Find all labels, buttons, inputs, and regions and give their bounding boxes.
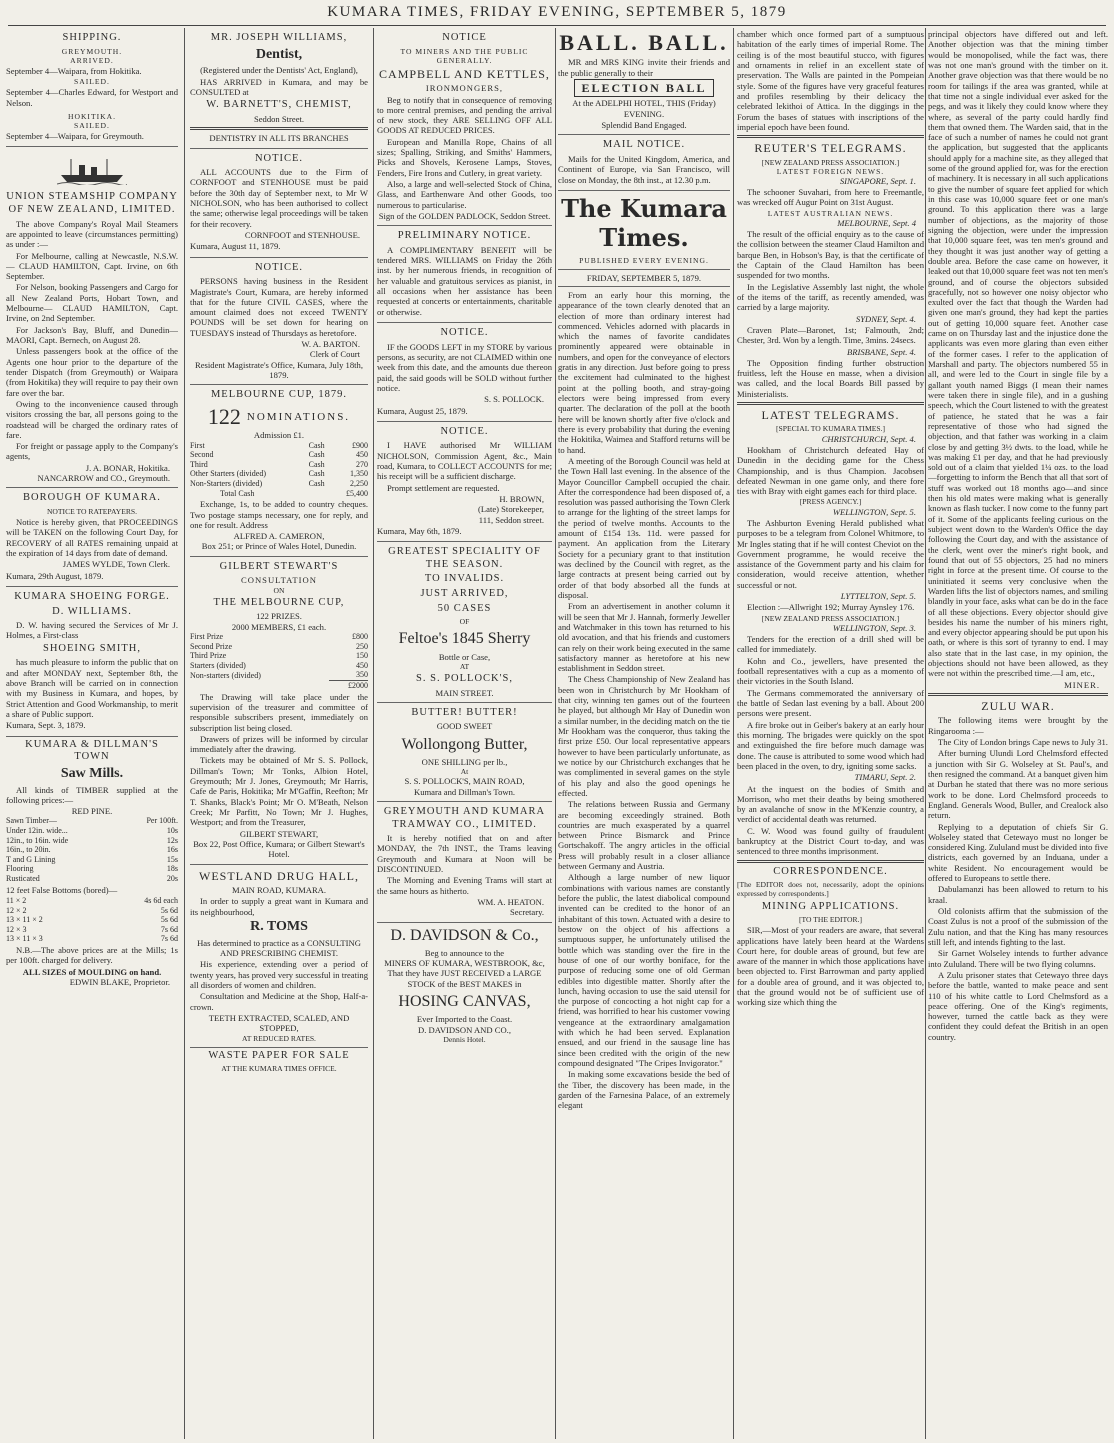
article-paragraph: From an early hour this morning, the appearance of the town clearly denoted that an election of more than ordinary interest had commenced. Vehicles adorned with placards in which the names of favorite candidates prominently appeared were obtainable in numbers, and open for the conveyance of electors gratis in any direction. Just before going to press the excitement had culminated to the highest point at the polling booth, and stray-going electors were being impressed from every quarter. The declaration of the poll at the booth here will be known shortly after five o'clock and there is every probability that during the evening the Hokitika, Waimea and Stafford returns will be to hand.: [558, 289, 730, 455]
ad-body: In order to supply a great want in Kumara and its neighbourhood,: [190, 896, 368, 917]
masthead-rule: [8, 25, 1106, 26]
section-subtitle: LATEST AUSTRALIAN NEWS.: [767, 208, 894, 218]
ad-subtitle: D. WILLIAMS.: [52, 605, 132, 617]
ad-tagline: DENTISTRY IN ALL ITS BRANCHES: [209, 133, 349, 144]
column-6: [928, 28, 1108, 1439]
shipping-line: September 4—Charles Edward, for Westport and Nelson.: [6, 87, 178, 108]
ad-signature: (Late) Storekeeper,: [478, 504, 544, 515]
divider: [737, 135, 924, 138]
ad-body: TEETH EXTRACTED, SCALED, AND STOPPED,: [208, 1012, 350, 1034]
article-paragraph: The Germans commemorated the anniversary of the battle of Sedan last evening by a ball. About 200 persons were present.: [737, 687, 924, 719]
ad-body: Beg to announce to the: [424, 947, 505, 958]
table-row: Starters (divided) 450: [190, 660, 368, 670]
ad-body: has much pleasure to inform the public that on and after MONDAY next, September 8th, the above Branch will be carried on in connection with my Business in Kumara, and hopes, by Strict Attention and Good Workmanship, to merit a share of Public support.: [6, 657, 178, 719]
table-row: Under 12in. wide... 10s: [6, 826, 178, 836]
ad-title: NOTICE.: [254, 261, 304, 273]
paper-nameplate: The Kumara Times.: [561, 193, 727, 252]
ad-body: For Melbourne, calling at Newcastle, N.S.W.— CLAUD HAMILTON, Capt. Irvine, on 6th September.: [6, 250, 178, 282]
borough-notice: [6, 488, 178, 587]
ad-title: MAIL NOTICE.: [602, 139, 686, 151]
ad-subtitle: THE MELBOURNE CUP,: [213, 596, 345, 608]
ad-signature: W. A. BARTON.: [301, 339, 360, 350]
divider: [190, 127, 368, 130]
article-paragraph: A Zulu prisoner states that Cetewayo three days before the battle, wanted to make peace and sent 110 of his white cattle to Lord Chelmsford as a peace offering. One of the King's regiments, however, turned the cattle back as they were confident they could defeat the British in an open country.: [928, 969, 1108, 1042]
ad-subtitle: 122 PRIZES.: [256, 611, 302, 622]
ad-body: Unless passengers book at the office of the Agents one hour prior to the departure of the tender Dispatch (from Greymouth) or Waipara (from Hokitika) they will require to pay their own fare over the bar.: [6, 346, 178, 398]
union-steamship-ad: [6, 147, 178, 488]
dateline: BRISBANE, Sept. 4.: [847, 346, 916, 357]
dateline: LYTTELTON, Sept. 5.: [840, 591, 916, 602]
table-row: Non-Starters (divided) Cash 2,250: [190, 479, 368, 489]
issue-date: FRIDAY, SEPTEMBER 5, 1879.: [586, 272, 702, 283]
ad-body: A COMPLIMENTARY BENEFIT will be tendered MRS. WILLIAMS on Friday the 26th inst. by her numerous friends, in recognition of her valuable and gratuitous services as pianist, in all occasions when her assistance has been requested at concerts or entertainments, charitable or otherwise.: [377, 244, 552, 317]
ad-body: D. W. having secured the Services of Mr J. Holmes, a First-class: [6, 620, 178, 641]
ad-body: The Drawing will take place under the supervision of the treasurer and committee of responsible subscribers present, immediately on subscription list being closed.: [190, 691, 368, 733]
article-paragraph: Although a large number of new liquor combinations with various names are constantly before the public, the latest diabolical compound invented can be credited to the honor of an inhabitant of this town. Actuated with a desire to bestow on the object of his affections a sumptuous supper, he unfortunately utilised the bottle which was standing over the fire in the house of one of our worthy boniface, for the purpose of reducing some one of old German edibles into digestible matter. Shortly after the lunch, having occasion to use the said utensil for the purpose of concocting a hot night cap for a friend, was horrified to hear his customer vowing vengeance at the extraordinary amalgamation with which he had been served. Explanation ensued, and our friend in the sausage line has since been credited with the origin of the new compound designated "The Cripes Invigorator.": [558, 872, 730, 1069]
ad-body: I HAVE authorised Mr WILLIAM NICHOLSON, Commission Agent, &c., Main road, Kumara, to COLLECT ACCOUNTS for me; his receipt will be a sufficient discharge.: [377, 440, 552, 482]
waste-paper-ad: [190, 1050, 368, 1074]
drug-hall-ad: [190, 865, 368, 1048]
ad-body: N.B.—The above prices are at the Mills; 1s per 100ft. charged for delivery.: [6, 944, 178, 966]
article-paragraph: C. W. Wood was found guilty of fraudulent bankruptcy at the District Court to-day, and was sentenced to three months imprisonment.: [737, 825, 924, 857]
ad-subtitle: RED PINE.: [71, 806, 113, 817]
ad-body: Exchange, 1s, to be added to country cheques. Two postage stamps necessary, one for reply, and one for result. Address: [190, 499, 368, 530]
ad-body: IF the GOODS LEFT in my STORE by various persons, as security, are not CLAIMED within one week from this date, and the amounts due thereon paid, the said goods will be SOLD without further notice.: [377, 341, 552, 393]
table-row: 16in., to 20in. 16s: [6, 845, 178, 855]
ball-ad: [558, 28, 730, 135]
melbourne-cup-ad: [190, 385, 368, 556]
divider: [558, 286, 730, 287]
ad-big-title: D. DAVIDSON & Co.,: [390, 926, 539, 944]
column-rule: [184, 28, 185, 1439]
article-paragraph: Craven Plate—Baronet, 1st; Falmouth, 2nd; Chester, 3rd. Won by a length. Time, 3mins. 24secs.: [737, 324, 924, 346]
ad-body: His experience, extending over a period of twenty years, has proved very successful in treating all disorders of women and children.: [190, 959, 368, 990]
ad-subtitle: W. BARNETT'S, CHEMIST,: [206, 99, 352, 111]
ad-subtitle: 2000 MEMBERS, £1 each.: [231, 621, 327, 632]
ad-signature: EDWIN BLAKE, Proprietor.: [69, 976, 170, 987]
article-paragraph: The following items were brought by the Ringarooma :—: [928, 715, 1108, 736]
ad-date: Kumara, 29th August, 1879.: [6, 570, 104, 581]
ad-signature: ALFRED A. CAMERON,: [233, 531, 325, 542]
ad-body: Prompt settlement are requested.: [387, 482, 500, 493]
port-heading: GREYMOUTH.: [61, 46, 123, 56]
ad-subtitle: ONE SHILLING per lb.,: [421, 756, 508, 767]
section-subtitle: LATEST FOREIGN NEWS.: [776, 166, 885, 176]
campbell-kettles-ad: [377, 28, 552, 226]
ad-title: NOTICE.: [440, 327, 489, 339]
bottoms-price-table: [6, 896, 178, 944]
ad-subtitle: Kumara and Dillman's Town.: [413, 786, 516, 797]
ad-title: WESTLAND DRUG HALL,: [199, 868, 359, 883]
table-row: Third Cash 270: [190, 459, 368, 469]
ad-address: Box 251; or Prince of Wales Hotel, Dunedin.: [201, 541, 357, 552]
ad-date: Kumara, May 6th, 1879.: [377, 525, 462, 536]
ad-subtitle: Admission £1.: [253, 430, 305, 441]
ad-big-title: Dentist,: [255, 46, 303, 62]
ad-body: Ever Imported to the Coast.: [416, 1014, 513, 1025]
column-3: [377, 28, 552, 1439]
divider: [928, 693, 1108, 696]
ad-big-title: Wollongong Butter,: [401, 735, 528, 753]
tramway-ad: [377, 802, 552, 923]
preliminary-notice: [377, 226, 552, 323]
ad-signature: D. DAVIDSON AND CO.,: [418, 1024, 511, 1035]
ad-title: GILBERT STEWART'S: [219, 560, 339, 572]
ad-signature: JAMES WYLDE, Town Clerk.: [62, 559, 170, 570]
table-row: Flooring 18s: [6, 864, 178, 874]
ad-body: It is hereby notified that on and after MONDAY, the 7th INST., the Trams leaving Greymouth and Kumara at Noon will be DISCONTINUED.: [377, 833, 552, 875]
shipping-title: SHIPPING.: [62, 32, 122, 43]
shipping-section: [6, 28, 178, 147]
table-row: Sawn Timber— Per 100ft.: [6, 816, 178, 826]
mail-notice: [558, 135, 730, 191]
cornfoot-notice: [190, 149, 368, 258]
ad-subtitle: AT: [459, 661, 470, 671]
ad-body: Consultation and Medicine at the Shop, Half-a-crown.: [190, 991, 368, 1012]
article-paragraph: The Chess Championship of New Zealand has been won in Christchurch by Mr Hookham of that city, winning ten games out of the fourteen he played, but although Mr Hay of Dunedin won a similar number, in the deciding match on the tie Mr Hookham was the conqueror, thus taking the first prize £50. Our local representative appears however to have been particularly unfortunate, as we notice by our Christchurch exchanges that he was complimented in several games on the style of his play and also the good openings he effected.: [558, 674, 730, 798]
butter-ad: [377, 703, 552, 802]
ad-title: WASTE PAPER FOR SALE: [208, 1049, 350, 1061]
shipping-line: September 4—Waipara, for Greymouth.: [6, 131, 144, 142]
timber-price-table: [6, 816, 178, 883]
ad-title: GREATEST SPECIALITY OF THE SEASON.: [388, 546, 541, 570]
ad-subtitle: NOTICE TO RATEPAYERS.: [46, 506, 138, 516]
port-heading: HOKITIKA.: [67, 111, 116, 121]
ad-subtitle: 50 CASES: [437, 602, 492, 614]
article-paragraph: Hookham of Christchurch defeated Hay of Dunedin in the deciding game for the Chess Championship, and is thus Champion. Jacobsen defeated Newman in one game only, and there fore ties with Bray with eight games each for third place.: [737, 444, 924, 497]
ad-big-title: BALL. BALL.: [559, 30, 729, 55]
election-ball-label: ELECTION BALL: [574, 79, 713, 97]
article-paragraph: In making some excavations beside the bed of the Tiber, the discovery has been made, in the garden of the Farnesina Palace, of an extremely elegant: [558, 1069, 730, 1111]
ad-title: KUMARA SHOEING FORGE.: [14, 590, 170, 602]
ad-signature: Sign of the GOLDEN PADLOCK, Seddon Street.: [378, 210, 551, 221]
ad-body: Owing to the inconvenience caused through visitors crossing the bar, all persons going to the roadstead will be charged the ordinary rates of fare.: [6, 398, 178, 440]
article-paragraph: The result of the official enquiry as to the cause of the collision between the steamer Claud Hamilton and barque Ben, in Hobson's Bay, is that the certificate of the Captain of the Claud Hamilton has been suspended for two months.: [737, 229, 924, 281]
ad-signature: NANCARROW and CO., Greymouth.: [37, 473, 170, 484]
shoeing-forge-ad: [6, 587, 178, 737]
section-source: [SPECIAL TO KUMARA TIMES.]: [776, 424, 885, 434]
ad-subtitle: CONSULTATION: [241, 575, 317, 586]
ad-subtitle: Seddon Street.: [253, 113, 305, 124]
ad-date: Kumara, August 25, 1879.: [377, 405, 468, 416]
column-1: [6, 28, 178, 1439]
ad-body: ALL ACCOUNTS due to the Firm of CORNFOOT and STENHOUSE must be paid before the 30th day of September next, to Mr W NICHOLSON, who has been authorised to collect the same; otherwise legal proceedings will be taken for their recovery.: [190, 167, 368, 229]
divider: [737, 402, 924, 405]
masthead: KUMARA TIMES, FRIDAY EVENING, SEPTEMBER 5, 1879: [327, 4, 787, 20]
ad-body: Beg to notify that in consequence of removing to more central premises, and pending the arrival of new stock, they ARE SELLING OFF ALL GOODS AT REDUCED PRICES.: [377, 94, 552, 136]
dentist-ad: [190, 28, 368, 149]
ad-big-title: Feltoe's 1845 Sherry: [398, 630, 531, 648]
ad-title: NOTICE.: [254, 152, 304, 164]
table-row: T and G Lining 15s: [6, 854, 178, 864]
sherry-ad: [377, 542, 552, 703]
dateline: SYDNEY, Sept. 4.: [855, 313, 916, 324]
ad-big-title: Saw Mills.: [60, 765, 124, 781]
ad-big-title: HOSING CANVAS,: [398, 993, 531, 1011]
dateline: CHRISTCHURCH, Sept. 4.: [821, 433, 916, 444]
ad-body: Has determined to practice as a CONSULTING AND PRESCRIBING CHEMIST.: [197, 937, 361, 959]
ad-title: CAMPBELL AND KETTLES,: [379, 66, 550, 81]
ad-subtitle: JUST ARRIVED,: [420, 588, 509, 600]
ad-signature: S. S. POLLOCK.: [484, 394, 544, 405]
ad-subtitle: TO INVALIDS.: [424, 573, 505, 585]
ad-body: MINERS OF KUMARA, WESTBROOK, &c,: [384, 958, 545, 969]
ad-title: PRELIMINARY NOTICE.: [397, 230, 532, 242]
ad-body: MR and MRS KING invite their friends and the public generally to their: [558, 57, 730, 78]
ad-subtitle: SHOEING SMITH,: [43, 642, 141, 654]
ad-address: Dennis Hotel.: [443, 1034, 486, 1044]
ad-subtitle: ALL SIZES of MOULDING on hand.: [22, 966, 162, 977]
ad-subtitle: Splendid Band Engaged.: [601, 120, 687, 131]
ad-body: All kinds of TIMBER supplied at the following prices:—: [6, 784, 178, 805]
steamship-icon: [57, 155, 127, 185]
article-paragraph: Replying to a deputation of chiefs Sir G. Wolseley stated that Cetewayo must no longer be considered King. Zululand must be divided into five districts, each governed by an Induana, under a white Resident. No encouragement would be offered to Europeans to settle there.: [928, 821, 1108, 884]
table-row: Other Starters (divided) Cash 1,350: [190, 469, 368, 479]
article-paragraph: Election :—Allwright 192; Murray Aynsley 176.: [747, 602, 915, 613]
shipping-line: September 4—Waipara, from Hokitika.: [6, 65, 142, 76]
editor-note: [The EDITOR does not, necessarily, adopt the opinions expressed by correspondents.]: [737, 880, 924, 899]
article-paragraph: From an advertisement in another column it will be seen that Mr J. Hannah, formerly Jeweller and Watchmaker in this town has returned to his old avocation, and that his friends and customers can rely on their work being executed in the same satisfactory manner as heretofore at his new establishment in Seddon street.: [558, 601, 730, 674]
divider: [737, 860, 924, 863]
section-source: [NEW ZEALAND PRESS ASSOCIATION.]: [761, 157, 900, 167]
ad-subtitle: MAIN ROAD, KUMARA.: [231, 884, 327, 895]
ad-body: The above Company's Royal Mail Steamers are appointed to leave (circumstances permitting) as under :—: [6, 218, 178, 250]
article-paragraph: Tenders for the erection of a drill shed will be called for immediately.: [737, 634, 924, 655]
table-row: 13 × 11 × 3 7s 6d: [6, 934, 178, 944]
section-title: LATEST TELEGRAMS.: [761, 408, 900, 423]
dateline: MELBOURNE, Sept. 4: [837, 217, 916, 228]
ad-subtitle: Bottle or Case,: [438, 651, 491, 662]
ad-subtitle: AT THE KUMARA TIMES OFFICE.: [221, 1064, 337, 1074]
ad-title: MELBOURNE CUP, 1879.: [210, 389, 348, 401]
ad-body: For Jackson's Bay, Bluff, and Dunedin— MAORI, Capt. Bernech, on August 28.: [6, 324, 178, 346]
ad-body: Notice is hereby given, that PROCEEDINGS will be TAKEN on the following Court Day, for RECOVERY of all RATES remaining unpaid at the expiration of 14 days from date of demand.: [6, 517, 178, 559]
ad-body: Drawers of prizes will be informed by circular immediately after the drawing.: [190, 733, 368, 755]
table-row: Total Cash £5,400: [220, 488, 368, 498]
ad-body: That they have JUST RECEIVED a LARGE STOCK of the BEST MAKES in: [387, 968, 542, 989]
article-paragraph: The schooner Suvahari, from here to Freemantle, was wrecked off Augur Point on 31st August.: [737, 187, 924, 208]
ad-date: Resident Magistrate's Office, Kumara, July 18th, 1879.: [195, 359, 363, 381]
column-rule: [733, 28, 734, 1439]
section-source: [TO THE EDITOR.]: [798, 915, 863, 925]
davidson-ad: [377, 926, 552, 1044]
ad-subtitle: IRONMONGERS,: [425, 83, 504, 94]
article-paragraph: SIR,—Most of your readers are aware, that several applications have lately been heard at the Wardens Court here, for double areas of ground, but few are aware of the manner in which those applications have been objected to. First Barrowman and party applied for a double area of ground, and it was objected to, that the ground would not be of sufficient use of working size which thing the: [737, 925, 924, 1008]
brown-notice: [377, 422, 552, 542]
ad-signature: GILBERT STEWART,: [239, 828, 319, 839]
ad-body: For Nelson, booking Passengers and Cargo for all New Zealand Ports, Hobart Town, and Melbourne— CLAUD HAMILTON, Capt. Irvine, on 2nd September.: [6, 282, 178, 324]
ad-subtitle: S. S. POLLOCK'S,: [416, 672, 513, 684]
ad-subtitle: (Registered under the Dentists' Act, England),: [200, 65, 358, 76]
section-subtitle: MINING APPLICATIONS.: [761, 900, 900, 912]
table-row: Non-starters (divided) 350: [190, 670, 368, 680]
table-row: First Cash £900: [190, 440, 368, 450]
ad-signature: WM. A. HEATON.: [477, 897, 544, 908]
ad-body: 12 feet False Bottoms (bored)—: [6, 884, 118, 895]
ad-body: Tickets may be obtained of Mr S. S. Pollock, Dillman's Town; Mr Tonks, Albion Hotel, Greymouth; Mr J. Jones, Greymouth; Mr Harris, Cafe de Paris, Hokitika; Mr M'Gaffin, Reefton; Mr T. Shanks, Black's Point; Mr O. M'Beath, Nelson Creek; Mr Parfitt, No Town; Mr J. Hughes, Westport; and from the Treasurer,: [190, 755, 368, 828]
ad-body: European and Manilla Rope, Chains of all sizes; Spalling, Striking, and Smiths' Hammers, Picks and Shovels, Kerosene Lamps, Stoves, Fenders, Fire Irons and Cutlery, in great variety.: [377, 136, 552, 178]
ad-title: GREYMOUTH AND KUMARA TRAMWAY CO., LIMITED.: [383, 805, 546, 830]
ad-date: Kumara, August 11, 1879.: [190, 241, 281, 252]
letter-signature: MINER.: [1064, 679, 1100, 690]
article-paragraph: After burning Ulundi Lord Chelmsford effected a junction with Sir G. Wolseley at St. Paul's, and then resigned the command. At a banquet given him at Durban he stated that there was no more serious work to be done. Lord Chelmsford proceeds to England. Generals Wood, Buller, and Crealock also return.: [928, 748, 1108, 821]
ad-signature: J. A. BONAR, Hokitika.: [85, 462, 170, 473]
dateline: WELLINGTON, Sept. 3.: [832, 622, 916, 633]
table-row: 12 × 2 5s 6d: [6, 905, 178, 915]
section-title: REUTER'S TELEGRAMS.: [754, 141, 907, 156]
ad-signature: Clerk of Court: [309, 349, 360, 360]
ad-signature: H. BROWN,: [499, 493, 544, 504]
ad-body: Mails for the United Kingdom, America, and Continent of Europe, via San Francisco, will close on Monday, the 8th inst., at 12.30 p.m.: [558, 153, 730, 185]
magistrate-notice: [190, 258, 368, 386]
article-paragraph: Dabulamanzi has been allowed to return to his kraal.: [928, 884, 1108, 905]
article-paragraph: Sir Garnet Wolseley intends to further advance into Zululand. There will be two flying columns.: [928, 948, 1108, 969]
ad-subtitle: MAIN STREET.: [435, 687, 494, 698]
editorial-section: [558, 195, 730, 1111]
dateline: TIMARU, Sept. 2.: [854, 772, 916, 783]
arrived-label: ARRIVED.: [70, 55, 114, 65]
section-title: CORRESPONDENCE.: [773, 865, 888, 877]
column-2: [190, 28, 368, 1439]
article-paragraph: At the inquest on the bodies of Smith and Morrison, who met their deaths by being smothered by an avalanche of snow in the M'Kenzie country, a verdict of accidental death was returned.: [737, 783, 924, 825]
column-rule: [555, 28, 556, 1439]
article-paragraph: Old colonists affirm that the submission of the Coast Zulus is not a proof of the submission of the Zulu nation, and that the King has many resources still left, and intends fighting to the last.: [928, 906, 1108, 947]
ad-body: The Morning and Evening Trams will start at the same hours as hitherto.: [377, 875, 552, 896]
table-row: £2000: [190, 680, 368, 690]
table-row: Third Prize 150: [190, 651, 368, 661]
ad-subtitle: GOOD SWEET: [436, 721, 493, 732]
publication-line: PUBLISHED EVERY EVENING.: [579, 256, 709, 266]
article-paragraph: The City of London brings Cape news to July 31.: [938, 737, 1108, 748]
ad-title: MR. JOSEPH WILLIAMS,: [210, 32, 348, 43]
article-paragraph: Kohn and Co., jewellers, have presented the football representatives with a cup as a momento of their victories in the South Island.: [737, 655, 924, 687]
ad-subtitle: TO MINERS AND THE PUBLIC GENERALLY.: [400, 46, 529, 65]
article-paragraph: In the Legislative Assembly last night, the whole of the items of the tariff, as recently amended, was carried by a large majority.: [737, 281, 924, 313]
article-paragraph: The Opposition finding further obstruction fruitless, left the House en masse, when a division was called, and the local Boards Bill passed by Ministerialists.: [737, 357, 924, 399]
ad-body: At the ADELPHI HOTEL, THIS (Friday) EVENING.: [572, 98, 716, 119]
ad-signature: Secretary.: [509, 907, 544, 918]
ad-title: KUMARA & DILLMAN'S TOWN: [25, 738, 159, 763]
ad-title: BUTTER! BUTTER!: [411, 706, 518, 718]
ad-body: For freight or passage apply to the Company's agents,: [6, 441, 178, 462]
ad-subtitle: At: [460, 767, 469, 777]
ad-body: PERSONS having business in the Resident Magistrate's Court, Kumara, are hereby informed that for the future CIVIL CASES, where the amount claimed does not exceed TWENTY POUNDS will be set down for hearing on TUESDAYS instead of Thursdays as heretofore.: [190, 276, 368, 338]
column-rule: [925, 28, 926, 1439]
article-paragraph: chamber which once formed part of a sumptuous habitation of the early times of imperial Rome. The ceiling is of the most beautiful stucco, with figures and ornaments in relief in an excellent state of preservation. The Walls are painted in the Pompeian style. Some of the figures have very graceful features and profiles resembling by their delicacy the celebrated lekithoi of Attica. In the diggings in the Forum the bases of statues with inscriptions of the imperial epoch have been found.: [737, 29, 924, 132]
column-4: [558, 28, 730, 1439]
section-source: [NEW ZEALAND PRESS ASSOCIATION.]: [761, 613, 900, 623]
prize-table: [190, 632, 368, 691]
table-row: Second Cash 450: [190, 450, 368, 460]
table-row: 11 × 2 4s 6d each: [6, 895, 178, 905]
section-source: [PRESS AGENCY.]: [799, 497, 862, 507]
ad-title: UNION STEAMSHIP COMPANY OF NEW ZEALAND, LIMITED.: [6, 191, 178, 215]
column-5: [737, 28, 924, 1439]
ad-body: HAS ARRIVED in Kumara, and may be CONSULTED at: [190, 76, 368, 98]
ad-subtitle: S. S. POLLOCK'S, MAIN ROAD,: [404, 776, 525, 787]
ad-subtitle: NOMINATIONS.: [246, 410, 351, 423]
ad-title: BOROUGH OF KUMARA.: [23, 492, 161, 504]
pollock-notice: [377, 323, 552, 422]
prize-table: [190, 441, 368, 499]
sailed-label: SAILED.: [74, 120, 110, 130]
article-paragraph: The Ashburton Evening Herald published what purposes to be a telegram from Colonel Whitmore, to Mr Ingles stating that if he will contest Cheviot on the Government programme, he would receive the assistance of the Government party and his claim for consideration, would receive attention, whether successful or not.: [737, 517, 924, 590]
table-row: Second Prize 250: [190, 641, 368, 651]
dateline: SINGAPORE, Sept. 1.: [839, 175, 916, 186]
ad-body: Also, a large and well-selected Stock of China, Glass, and Earthenware And other Goods, too numerous to particularise.: [377, 179, 552, 210]
article-paragraph: principal objectors have differed out and left. Another objection was that the mining timber would be monopolised, while the fact was, there was not one man's ground with the timber on it. Another grave objection was that there would be no room for tailings if the area was granted, while at that time not a single individual ever asked for the pegs, and was it likely they could know where they where, as several of the party could hardly find them that owned them. The Warden said, that in the face of such a number of names he could not grant the application, but suggested that the applicants should apply for a machine site, as they alleged that some of the ground applied for, was for the erection of machinery. It is necessary in all such applications to give the number of square feet applied for which in this case was 10,000 square feet or one man's ground. To this application there was a large number of objections, as the majority of those signing the objection, were under the impression that 10,000 square feet, was ten men's ground and they thought it was just another way of getting a double area. Before the case came on however, it leaked out that 10,000 square feet was not ten men's ground, and of course the objectors subsided gracefully, not so however one noisy objector who exulted over the fact that though the Warden had given one man's ground, they had kept the parties out of getting 10,000 square feet. Another case came on on Thursday last and the injustice done the applicants was even more glaring than even either of the former cases. I refer to the application of Marshall and party. The objectors numbered 55 in all, and were led to the Court in single file by a gallant youth named Biggs (I mean their names were taken there in single file), and in a gushing speech, which the Court listened to with the greatest of patience, he stated that he was a fair representative of those who had signed the objection, and that father was working in a claim close by and getting 3½ dwts. to the load, while he was making £1 per day, and that he had previously sold out of a claim that yielded 1¼ ozs. to the load—forgetting to inform the Bench that all that sort of stuff was worked out 18 months ago—and since then his old mates were making what is generally known as flash tucker. I now come to the funny part of it. Some of the applicants feeling curious on the subject went down to the Warden's Office the day following the Court day, and with the assistance of the clerk, went over the miner's right book, and found that out of 55 objectors, 25 had no miners right in force at the present time. Of course to the uninitiated it seems very conclusive when the Warden lifts the list of objectors names, and smiling blandly in your face, asks what can be do in the face of all these objections. Every objector should give besides his name the number of his miners right, and every objector appearing should be put upon his oath, or where is this sort of tyranny to end. I may also state that in the last case, in my opinion, the objections should not have been allowed, as they were not within the prescribed time.—I am, etc.,: [928, 29, 1108, 679]
ad-body: AT REDUCED RATES.: [242, 1033, 316, 1043]
sailed-label: SAILED.: [74, 77, 110, 87]
gilbert-stewart-ad: [190, 557, 368, 865]
ad-subtitle: OF: [459, 617, 470, 627]
saw-mills-ad: [6, 739, 178, 988]
section-title: ZULU WAR.: [981, 699, 1055, 713]
ad-date: Kumara, Sept. 3, 1879.: [6, 720, 86, 731]
ad-subtitle: ON: [273, 585, 285, 595]
ad-signature: CORNFOOT and STENHOUSE.: [244, 230, 360, 241]
divider: [558, 269, 730, 270]
article-paragraph: A meeting of the Borough Council was held at the Town Hall last evening. In the absence of the Mayor Councillor Campbell occupied the chair. After the correspondence had been disposed of, a resolution was passed authorising the Town Clerk to arrange for the lighting of the street lamps for the period of twelve months. Accounts to the amount of £154 13s. 11d. were passed for payment. An application from the Literary Society for a pecuniary grant to that institution was declined by the Council with regret, as the large contracts at present being carried out by order of that body absorbed all the funds at disposal.: [558, 455, 730, 600]
ad-address: Box 22, Post Office, Kumara; or Gilbert Stewart's Hotel.: [193, 838, 365, 860]
ad-big-number: 122: [207, 403, 241, 429]
ad-title: NOTICE: [442, 32, 487, 43]
article-paragraph: The relations between Russia and Germany are becoming exceedingly strained. Both countries are much exasperated by a quarrel between Prince Bismarck and Prince Gortschakoff. The angry articles in the official Press will probably result in a closer alliance between Germany and Austria.: [558, 799, 730, 872]
table-row: 13 × 11 × 2 5s 6d: [6, 915, 178, 925]
ad-address: 111, Seddon street.: [478, 514, 544, 525]
table-row: 12in., to 16in. wide 12s: [6, 835, 178, 845]
table-row: Rusticated 20s: [6, 874, 178, 884]
table-row: 12 × 3 7s 6d: [6, 924, 178, 934]
ad-title: NOTICE.: [440, 425, 489, 437]
dateline: WELLINGTON, Sept. 5.: [832, 506, 916, 517]
column-rule: [373, 28, 374, 1439]
table-row: First Prize £800: [190, 632, 368, 642]
article-paragraph: A fire broke out in Geiber's bakery at an early hour this morning. The brigades were quickly on the spot and extinguished the fire before much damage was done. The cause is attributed to some wood which had been placed in the oven, to dry, igniting some sacks.: [737, 719, 924, 771]
ad-big-title: R. TOMS: [250, 918, 308, 934]
